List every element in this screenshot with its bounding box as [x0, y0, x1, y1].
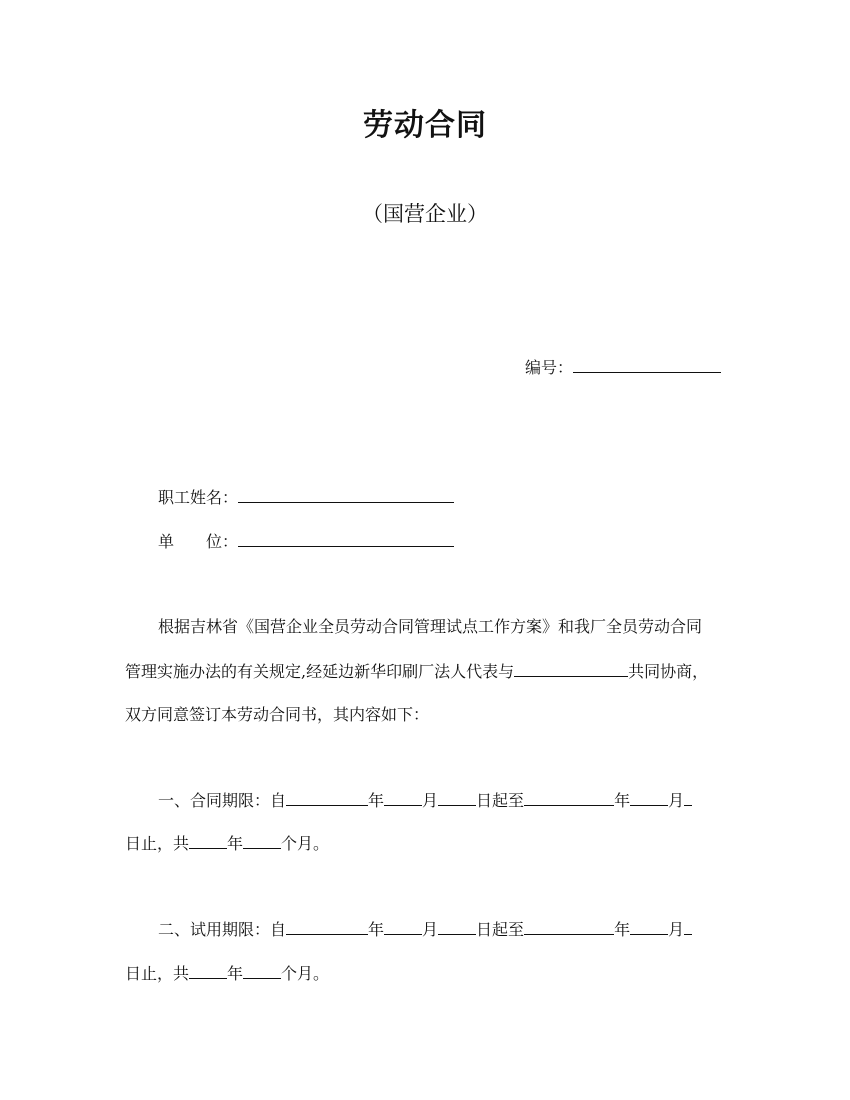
- contract-year-label: 年: [368, 791, 385, 810]
- probation-end-year-field[interactable]: [524, 918, 614, 935]
- contract-end-month-label: 月: [668, 791, 685, 810]
- probation-end-day-field[interactable]: [684, 918, 692, 935]
- document-subtitle: （国营企业）: [362, 202, 488, 226]
- probation-term-row-1: [158, 918, 692, 941]
- probation-end-month-label: 月: [668, 920, 685, 939]
- serial-number-field[interactable]: [573, 356, 721, 373]
- serial-number-row: [525, 356, 721, 379]
- probation-start-day-field[interactable]: [438, 918, 476, 935]
- probation-term-label: 二、试用期限：自: [158, 920, 287, 939]
- probation-month-label: 月: [422, 920, 439, 939]
- intro-line-3: 双方同意签订本劳动合同书，其内容如下：: [125, 705, 430, 724]
- intro-line-2: [125, 660, 708, 683]
- probation-end-year-label: 年: [614, 920, 631, 939]
- probation-start-year-field[interactable]: [286, 918, 368, 935]
- contract-start-day-field[interactable]: [438, 789, 476, 806]
- employee-name-label: 职工姓名：: [158, 488, 239, 507]
- contract-end-label: 日止，共: [125, 834, 190, 853]
- probation-year-label: 年: [368, 920, 385, 939]
- contract-months-end-label: 个月。: [281, 834, 330, 853]
- contract-term-row-1: [158, 789, 692, 812]
- contract-total-months-field[interactable]: [243, 832, 281, 849]
- probation-start-month-field[interactable]: [384, 918, 422, 935]
- intro-line-1: 根据吉林省《国营企业全员劳动合同管理试点工作方案》和我厂全员劳动合同: [158, 617, 703, 636]
- probation-end-label: 日止，共: [125, 964, 190, 983]
- contract-end-year-field[interactable]: [524, 789, 614, 806]
- probation-months-end-label: 个月。: [281, 964, 330, 983]
- probation-term-row-2: [125, 962, 329, 985]
- contract-term-row-2: [125, 832, 329, 855]
- probation-end-month-field[interactable]: [630, 918, 668, 935]
- party-name-field[interactable]: [514, 660, 628, 677]
- contract-end-year-label: 年: [614, 791, 631, 810]
- contract-day-from-label: 日起至: [476, 791, 525, 810]
- unit-field[interactable]: [238, 530, 454, 547]
- contract-term-label: 一、合同期限：自: [158, 791, 287, 810]
- employee-name-row: [158, 486, 454, 509]
- serial-label: 编号：: [525, 358, 574, 377]
- employee-name-field[interactable]: [238, 486, 454, 503]
- intro-line-2-part2: 共同协商，: [628, 662, 709, 681]
- intro-line-2-part1: 管理实施办法的有关规定,经延边新华印刷厂法人代表与: [125, 662, 515, 681]
- contract-month-label: 月: [422, 791, 439, 810]
- contract-end-day-field[interactable]: [684, 789, 692, 806]
- contract-end-month-field[interactable]: [630, 789, 668, 806]
- unit-label-part1: 单: [158, 532, 175, 551]
- probation-total-years-field[interactable]: [189, 962, 227, 979]
- probation-total-year-label: 年: [227, 964, 244, 983]
- probation-day-from-label: 日起至: [476, 920, 525, 939]
- contract-start-year-field[interactable]: [286, 789, 368, 806]
- contract-start-month-field[interactable]: [384, 789, 422, 806]
- contract-total-years-field[interactable]: [189, 832, 227, 849]
- document-title: 劳动合同: [363, 108, 487, 143]
- contract-total-year-label: 年: [227, 834, 244, 853]
- probation-total-months-field[interactable]: [243, 962, 281, 979]
- unit-row: [158, 530, 454, 553]
- unit-label-part2: 位：: [206, 532, 239, 551]
